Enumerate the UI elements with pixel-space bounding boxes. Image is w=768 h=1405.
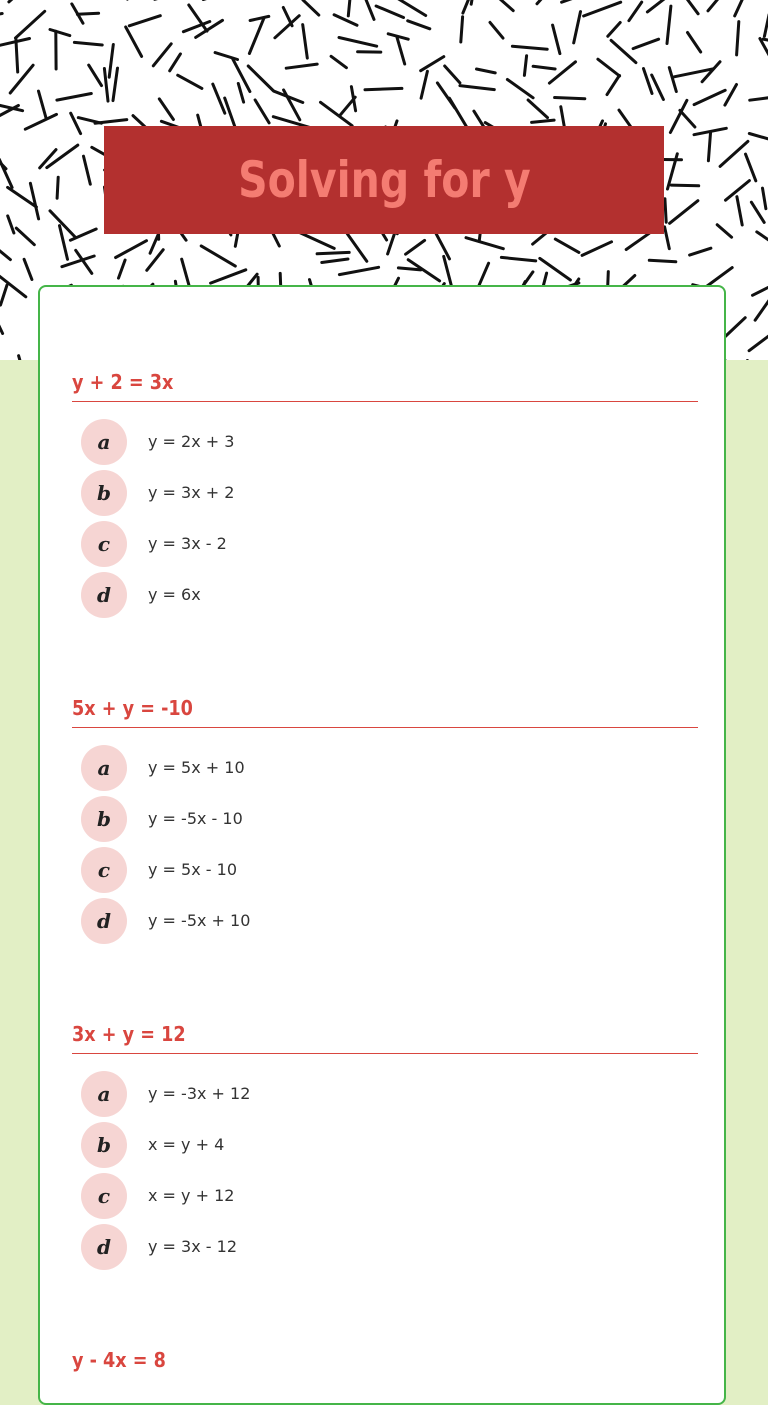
worksheet-card [38,285,726,1405]
pattern-dash [717,225,731,238]
pattern-dash [0,352,5,360]
pattern-dash [670,201,698,224]
question-prompt: 3x + y = 12 [72,1019,623,1049]
pattern-dash [477,69,496,73]
pattern-dash [376,6,403,18]
option-text: y = 3x - 2 [148,534,227,553]
pattern-dash [445,66,460,83]
option-text: y = -5x + 10 [148,911,250,930]
pattern-dash [113,68,118,101]
pattern-dash [753,278,768,295]
option-letter-badge: b [81,796,127,842]
pattern-dash [303,25,308,59]
answer-option-d[interactable] [72,569,698,620]
pattern-dash [39,91,47,118]
pattern-dash [549,62,575,83]
pattern-dash [0,14,2,17]
pattern-dash [213,84,225,113]
pattern-dash [679,0,698,14]
pattern-dash [57,94,91,101]
question-4 [72,1345,698,1375]
pattern-dash [57,177,58,198]
pattern-dash [512,46,547,49]
pattern-dash [574,12,581,43]
pattern-dash [255,100,269,123]
option-letter-badge: d [81,572,127,618]
pattern-dash [317,252,349,253]
pattern-dash [365,88,402,89]
question-divider [72,1053,698,1054]
pattern-dash [225,98,236,128]
pattern-dash [303,0,319,15]
pattern-dash [757,232,768,249]
question-prompt: y + 2 = 3x [72,367,623,397]
pattern-dash [746,154,756,181]
pattern-dash [725,85,737,106]
pattern-dash [16,228,34,245]
pattern-dash [611,40,636,62]
pattern-dash [339,38,377,47]
pattern-dash [211,270,246,283]
pattern-dash [421,57,444,71]
answer-option-b[interactable] [72,1119,698,1170]
pattern-dash [421,71,427,98]
pattern-dash [490,22,503,38]
option-letter-badge: d [81,898,127,944]
pattern-dash [471,0,474,4]
pattern-dash [238,84,243,103]
option-text: y = 5x + 10 [148,758,245,777]
pattern-dash [0,159,12,187]
pattern-dash [562,0,583,2]
option-text: y = 2x + 3 [148,432,234,451]
pattern-dash [507,80,533,98]
pattern-dash [74,42,102,45]
pattern-dash [331,56,346,67]
pattern-dash [708,0,720,11]
pattern-dash [461,17,463,42]
pattern-dash [50,30,70,36]
pattern-dash [398,268,420,270]
pattern-dash [351,87,355,111]
pattern-dash [0,235,10,260]
option-text: y = 6x [148,585,201,604]
pattern-dash [104,69,108,102]
pattern-dash [178,75,202,88]
pattern-dash [0,311,3,334]
pattern-dash [749,134,768,142]
question-prompt: 5x + y = -10 [72,693,623,723]
pattern-dash [533,66,555,69]
pattern-dash [667,6,671,43]
pattern-dash [233,59,250,92]
pattern-dash [755,290,768,320]
answer-option-d[interactable] [72,1221,698,1272]
pattern-dash [496,0,513,11]
question-prompt: y - 4x = 8 [72,1345,623,1375]
pattern-dash [607,75,619,94]
pattern-dash [750,96,768,101]
pattern-dash [153,44,171,66]
pattern-dash [626,233,649,249]
answer-options [72,416,698,620]
answer-option-a[interactable] [72,1068,698,1119]
pattern-dash [555,239,579,252]
question-divider [72,401,698,402]
answer-option-d[interactable] [72,895,698,946]
option-letter-badge: c [81,847,127,893]
pattern-dash [334,15,357,25]
option-letter-badge: b [81,470,127,516]
pattern-dash [339,267,378,274]
pattern-dash [647,0,671,12]
pattern-dash [528,100,547,118]
answer-options [72,1068,698,1272]
pattern-dash [16,11,45,38]
pattern-dash [460,86,494,90]
answer-option-c[interactable] [72,518,698,569]
pattern-dash [680,110,695,127]
pattern-dash [524,56,526,76]
pattern-dash [170,54,181,71]
pattern-dash [30,183,38,219]
pattern-dash [724,318,745,338]
pattern-dash [694,90,725,104]
question-3 [72,1019,698,1272]
pattern-dash [532,120,555,122]
page-title: Solving for y [238,151,531,209]
pattern-dash [501,257,535,261]
pattern-dash [275,16,299,38]
pattern-dash [10,65,33,93]
pattern-dash [737,22,739,55]
pattern-dash [126,27,142,56]
pattern-dash [322,259,348,263]
answer-option-c[interactable] [72,844,698,895]
pattern-dash [649,260,676,262]
pattern-dash [466,238,503,249]
pattern-dash [737,197,742,225]
question-2 [72,693,698,946]
pattern-dash [397,37,405,64]
pattern-dash [159,99,173,120]
pattern-dash [348,0,351,16]
question-divider [72,727,698,728]
pattern-dash [598,59,620,76]
option-text: y = -5x - 10 [148,809,243,828]
pattern-dash [77,13,98,14]
pattern-dash [751,202,764,222]
answer-options [72,742,698,946]
pattern-dash [347,234,367,262]
pattern-dash [764,15,768,37]
pattern-dash [688,33,701,53]
pattern-dash [60,226,68,260]
option-letter-badge: a [81,1071,127,1117]
option-text: y = 3x - 12 [148,1237,237,1256]
pattern-dash [109,45,113,78]
pattern-dash [553,25,560,53]
pattern-dash [629,2,642,21]
pattern-dash [201,246,235,266]
pattern-dash [89,65,102,86]
pattern-dash [582,242,611,256]
pattern-dash [8,216,14,233]
pattern-dash [84,156,91,184]
pattern-dash [665,199,666,223]
pattern-dash [95,120,127,124]
pattern-dash [537,0,558,4]
pattern-dash [665,227,670,249]
pattern-dash [406,240,425,254]
pattern-dash [9,0,32,2]
pattern-dash [690,248,711,255]
option-text: x = y + 4 [148,1135,224,1154]
pattern-dash [25,114,56,129]
pattern-dash [248,66,273,91]
pattern-dash [362,0,374,19]
pattern-dash [19,356,27,360]
pattern-dash [555,98,585,99]
option-letter-badge: c [81,1173,127,1219]
pattern-dash [644,69,653,94]
answer-option-b[interactable] [72,467,698,518]
answer-option-a[interactable] [72,416,698,467]
pattern-dash [408,21,430,29]
pattern-dash [129,16,160,26]
pattern-dash [708,132,710,161]
pattern-dash [250,16,269,20]
pattern-dash [749,332,768,351]
pattern-dash [398,0,426,16]
pattern-dash [608,23,620,37]
pattern-dash [119,260,126,278]
pattern-dash [669,68,676,92]
answer-option-b[interactable] [72,793,698,844]
pattern-dash [299,232,335,248]
answer-option-c[interactable] [72,1170,698,1221]
option-text: y = -3x + 12 [148,1084,250,1103]
pattern-dash [286,64,317,68]
pattern-dash [633,39,659,48]
option-letter-badge: d [81,1224,127,1270]
pattern-dash [584,2,621,16]
pattern-dash [249,18,264,54]
pattern-dash [1,285,8,305]
pattern-dash [760,39,768,64]
option-letter-badge: b [81,1122,127,1168]
pattern-dash [24,259,32,279]
pattern-dash [763,188,766,209]
pattern-dash [720,141,748,166]
option-text: x = y + 12 [148,1186,234,1205]
question-1 [72,367,698,620]
pattern-dash [671,185,699,186]
pattern-dash [16,39,18,72]
pattern-dash [116,241,147,258]
option-text: y = 3x + 2 [148,483,234,502]
pattern-dash [735,0,747,16]
answer-option-a[interactable] [72,742,698,793]
option-letter-badge: c [81,521,127,567]
option-letter-badge: a [81,745,127,791]
pattern-dash [652,75,664,100]
pattern-dash [284,90,300,120]
option-text: y = 5x - 10 [148,860,237,879]
option-letter-badge: a [81,419,127,465]
title-banner [104,126,664,234]
